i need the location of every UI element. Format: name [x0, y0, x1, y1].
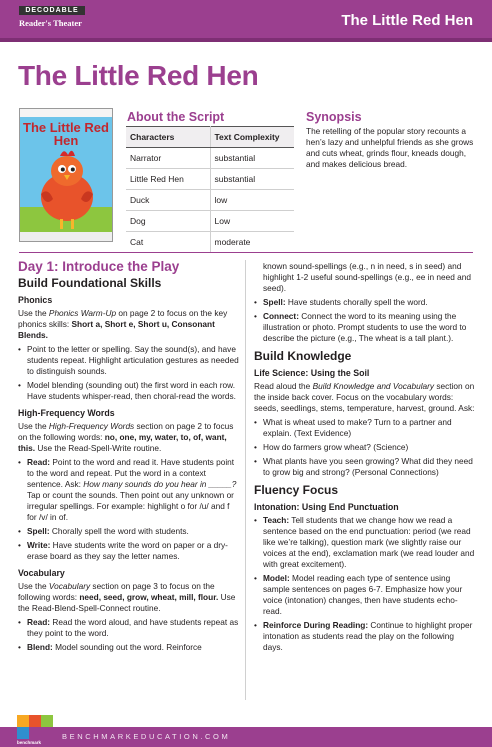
- text-run: Use the: [18, 421, 49, 431]
- list-item: [18, 642, 240, 653]
- day-heading: Day 1: Introduce the Play: [18, 259, 180, 274]
- synopsis-text: The retelling of the popular story recounts a hen’s lazy and unhelpful friends as she grows and cuts wheat, grinds flour, kneads dough, and makes delicious bread.: [306, 126, 474, 169]
- text-run: section on page 3 to focus on the following words:: [18, 581, 215, 602]
- life-science-heading: Life Science: Using the Soil: [254, 368, 370, 378]
- table-row: [126, 232, 294, 253]
- character-cell: Little Red Hen: [126, 169, 210, 190]
- intonation-heading: Intonation: Using End Punctuation: [254, 502, 399, 512]
- list-item-lead: Spell:: [263, 297, 286, 307]
- list-item: • What is wheat used to make? Turn to a partner and explain. (Text Evidence): [254, 417, 476, 439]
- phonics-heading: Phonics: [18, 295, 53, 305]
- table-header-row: [126, 127, 294, 148]
- list-item-lead: Connect:: [263, 311, 299, 321]
- blend-continuation: known sound-spellings (e.g., n in need, s in seed) and highlight 1-2 useful sound-spellings (e.g., ee in need and seed).: [263, 261, 472, 293]
- text-run-bold: no, one, my, water, to, of, want, this.: [18, 432, 227, 453]
- list-item: • How do farmers grow wheat? (Science): [254, 442, 476, 453]
- list-item: [254, 515, 476, 570]
- synopsis-heading: Synopsis: [306, 110, 362, 124]
- text-run: Read aloud the: [254, 381, 313, 391]
- header-dot-strip: [0, 38, 492, 42]
- header-title: The Little Red Hen: [341, 12, 473, 29]
- column-header: Characters: [126, 127, 210, 148]
- vocabulary-list-cont: [254, 297, 476, 344]
- list-item-lead: Model:: [263, 573, 290, 583]
- table-row: [126, 148, 294, 169]
- text-run: Have students chorally spell the word.: [285, 297, 428, 307]
- header-band: [0, 0, 492, 42]
- list-item: [254, 573, 476, 617]
- hfw-heading: High-Frequency Words: [18, 408, 115, 418]
- text-run: Continue to highlight proper intonation as students read the play on the following days.: [263, 620, 473, 652]
- phonics-intro: [18, 308, 240, 341]
- cover-title: The Little Red Hen: [23, 120, 109, 148]
- fluency-list: [254, 515, 476, 653]
- list-item-lead: Write:: [27, 540, 51, 550]
- series-logo-word2: Reader's Theater: [19, 18, 82, 28]
- footer-url: BENCHMARKEDUCATION.COM: [62, 732, 231, 741]
- list-item: [18, 540, 240, 562]
- table-row: [126, 190, 294, 211]
- phonics-list: [18, 344, 240, 402]
- left-column: [18, 261, 240, 656]
- hfw-intro: [18, 421, 240, 454]
- complexity-cell: Low: [210, 211, 294, 232]
- build-knowledge-heading: Build Knowledge: [254, 349, 352, 363]
- list-item: [254, 620, 476, 653]
- hen-illustration: [20, 109, 113, 242]
- text-run: section on page 2 to focus on the following words:: [18, 421, 234, 442]
- logo-square: [17, 715, 29, 727]
- benchmark-logo: [17, 715, 53, 745]
- text-run: Point to the word and read it. Have students point to the word and repeat. Put the word in a context sentence. Ask:: [27, 457, 235, 489]
- vocabulary-intro: [18, 581, 240, 614]
- list-item-lead: Blend:: [27, 642, 53, 652]
- logo-square: [29, 715, 41, 727]
- characters-table: [126, 126, 294, 253]
- list-item-lead: Teach:: [263, 515, 290, 525]
- fluency-heading: Fluency Focus: [254, 483, 339, 497]
- text-run-italic: Phonics Warm-Up: [48, 308, 117, 318]
- text-run: Use the Read-Blend-Spell-Connect routine.: [18, 592, 236, 613]
- series-logo: [19, 6, 99, 36]
- list-item-lead: Reinforce During Reading:: [263, 620, 369, 630]
- list-item: [254, 297, 476, 308]
- knowledge-intro: [254, 381, 476, 414]
- list-item-lead: Spell:: [27, 526, 50, 536]
- series-logo-word1: DECODABLE: [19, 6, 85, 15]
- table-row: [126, 169, 294, 190]
- text-run: Connect the word to its meaning using the illustration or photo. Prompt students to use the word to describe the picture (e.g., The wheat is a tall plant.).: [263, 311, 467, 343]
- complexity-cell: moderate: [210, 232, 294, 253]
- list-item: [254, 311, 476, 344]
- text-run: Read the word aloud, and have students repeat as they point to the word.: [27, 617, 239, 638]
- knowledge-list: [254, 417, 476, 478]
- logo-square: [41, 715, 53, 727]
- list-item: • Point to the letter or spelling. Say the sound(s), and have students repeat. Highlight articulation gestures as needed to distinguish sounds.: [18, 344, 240, 377]
- text-run: Use the: [18, 308, 49, 318]
- text-run-bold: need, seed, grow, wheat, mill, flour.: [79, 592, 219, 602]
- list-item: • What plants have you seen growing? What did they need to grow big and strong? (Personal Connections): [254, 456, 476, 478]
- text-run: Chorally spell the word with students.: [49, 526, 189, 536]
- complexity-cell: substantial: [210, 148, 294, 169]
- text-run-bold: Short a, Short e, Short u, Consonant Blends.: [18, 319, 215, 340]
- character-cell: Cat: [126, 232, 210, 253]
- list-item: [18, 617, 240, 639]
- right-column: [254, 261, 476, 656]
- column-header: Text Complexity: [210, 127, 294, 148]
- cover-credits-strip: [20, 232, 112, 241]
- list-item: • Model blending (sounding out) the first word in each row. Have students whisper-read, then choral-read the words.: [18, 380, 240, 402]
- text-run: Use the Read-Spell-Write routine.: [35, 443, 162, 453]
- logo-square: [17, 727, 29, 739]
- text-run: Tap or count the sounds. Then point out any unknown or irregular spellings. For example: highlight o for /u/ and f for /v/ in of.: [27, 490, 234, 522]
- character-cell: Duck: [126, 190, 210, 211]
- book-cover-image: [19, 108, 113, 242]
- text-run: section on the inside back cover. Focus on the vocabulary words: seeds, seedlings, stems, temperature, harvest, ground. Ask:: [254, 381, 475, 413]
- list-item-lead: Read:: [27, 457, 51, 467]
- section-divider: [19, 252, 473, 253]
- footer-band: [0, 727, 492, 747]
- page-title: The Little Red Hen: [18, 60, 259, 91]
- vocabulary-list: [18, 617, 240, 653]
- about-heading: About the Script: [127, 110, 225, 124]
- table-row: [126, 211, 294, 232]
- text-run-italic: How many sounds do you hear in _____?: [83, 479, 237, 489]
- character-cell: Dog: [126, 211, 210, 232]
- text-run: Model reading each type of sentence using sample sentences on pages 6-7. Emphasize how your voice (intonation) changes, then have students echo-read.: [263, 573, 463, 616]
- build-skills-heading: Build Foundational Skills: [18, 276, 162, 290]
- hfw-list: [18, 457, 240, 562]
- text-run: Use the: [18, 581, 49, 591]
- complexity-cell: low: [210, 190, 294, 211]
- column-rule: [245, 260, 246, 700]
- logo-label: benchmark: [17, 740, 42, 745]
- text-run-italic: Build Knowledge and Vocabulary: [312, 381, 435, 391]
- vocabulary-heading: Vocabulary: [18, 568, 65, 578]
- list-item: [18, 526, 240, 537]
- text-run: on page 2 to focus on the key phonics skills:: [18, 308, 228, 329]
- list-item: [18, 457, 240, 523]
- text-run: Model sounding out the word. Reinforce: [52, 642, 202, 652]
- text-run-italic: High-Frequency Words: [48, 421, 135, 431]
- text-run: Have students write the word on paper or a dry-erase board as they say the letter names.: [27, 540, 228, 561]
- character-cell: Narrator: [126, 148, 210, 169]
- text-run: Tell students that we change how we read a sentence based on the end punctuation: period (we read like we’re talking), question mark (we slightly raise our voices at the end), exclamation mark (we read louder and with great excitement).: [263, 515, 475, 569]
- list-item-lead: Read:: [27, 617, 51, 627]
- complexity-cell: substantial: [210, 169, 294, 190]
- text-run-italic: Vocabulary: [48, 581, 91, 591]
